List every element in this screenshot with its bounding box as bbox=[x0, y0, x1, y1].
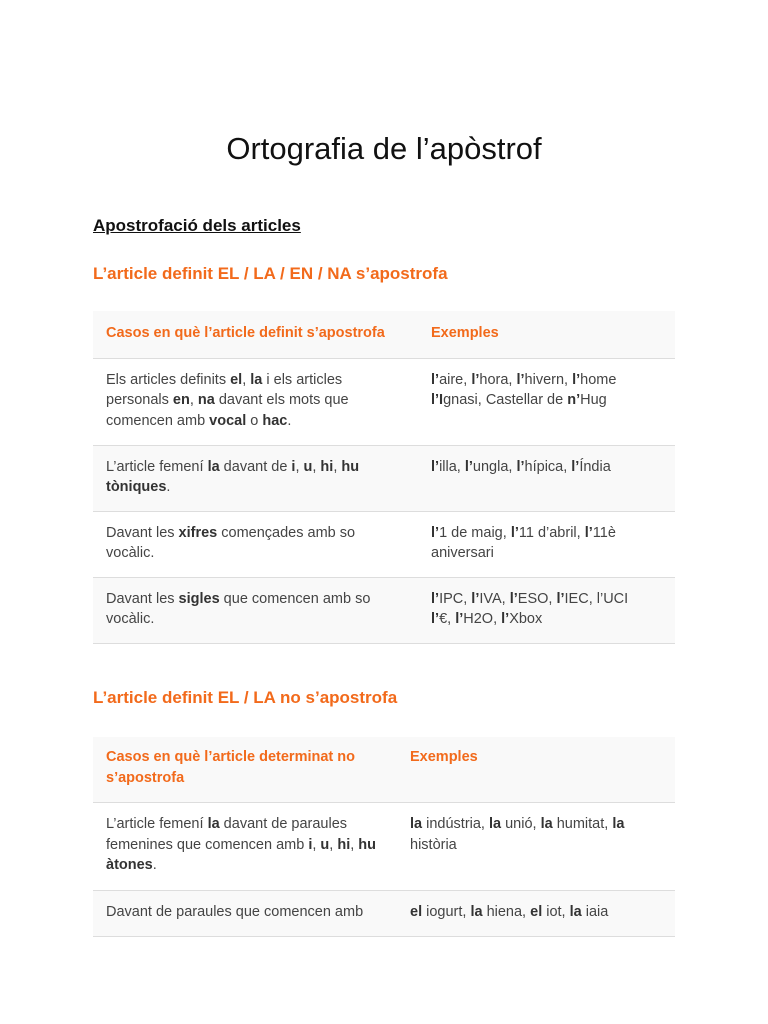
cell-examples: l’1 de maig, l’11 d’abril, l’11è aniversari bbox=[418, 511, 675, 577]
table-row bbox=[93, 511, 675, 577]
table-row bbox=[93, 803, 675, 891]
column-header-examples: Exemples bbox=[397, 737, 675, 803]
table-row bbox=[93, 358, 675, 445]
cell-case: Davant de paraules que comencen amb bbox=[93, 891, 397, 937]
cell-examples: el iogurt, la hiena, el iot, la iaia bbox=[397, 891, 675, 937]
column-header-cases: Casos en què l’article definit s’apostrofa bbox=[93, 311, 418, 358]
subheading-apostrophe-cases: L’article definit EL / LA / EN / NA s’apostrofa bbox=[93, 264, 448, 283]
table-header-row bbox=[93, 737, 675, 803]
cell-case: L’article femení la davant de i, u, hi, hu tòniques. bbox=[93, 445, 418, 511]
cell-examples: la indústria, la unió, la humitat, la història bbox=[397, 803, 675, 891]
cell-case: Els articles definits el, la i els articles personals en, na davant els mots que comencen amb vocal o hac. bbox=[93, 358, 418, 445]
section-heading: Apostrofació dels articles bbox=[93, 216, 301, 235]
cell-examples: l’illa, l’ungla, l’hípica, l’Índia bbox=[418, 445, 675, 511]
column-header-cases: Casos en què l’article determinat no s’apostrofa bbox=[93, 737, 397, 803]
cell-case: Davant les xifres començades amb so vocàlic. bbox=[93, 511, 418, 577]
subheading-no-apostrophe-cases: L’article definit EL / LA no s’apostrofa bbox=[93, 688, 398, 707]
table-row bbox=[93, 891, 675, 937]
table-header-row bbox=[93, 311, 675, 358]
cell-examples: l’aire, l’hora, l’hivern, l’home l’Ignasi, Castellar de n’Hug bbox=[418, 358, 675, 445]
table-row bbox=[93, 577, 675, 643]
cell-examples: l’IPC, l’IVA, l’ESO, l’IEC, l’UCI l’€, l’H2O, l’Xbox bbox=[418, 577, 675, 643]
table-apostrophe-cases bbox=[93, 311, 675, 644]
column-header-examples: Exemples bbox=[418, 311, 675, 358]
page-title: Ortografia de l’apòstrof bbox=[226, 131, 542, 166]
table-row bbox=[93, 445, 675, 511]
cell-case: L’article femení la davant de paraules femenines que comencen amb i, u, hi, hu àtones. bbox=[93, 803, 397, 891]
table-no-apostrophe-cases bbox=[93, 737, 675, 937]
cell-case: Davant les sigles que comencen amb so vocàlic. bbox=[93, 577, 418, 643]
